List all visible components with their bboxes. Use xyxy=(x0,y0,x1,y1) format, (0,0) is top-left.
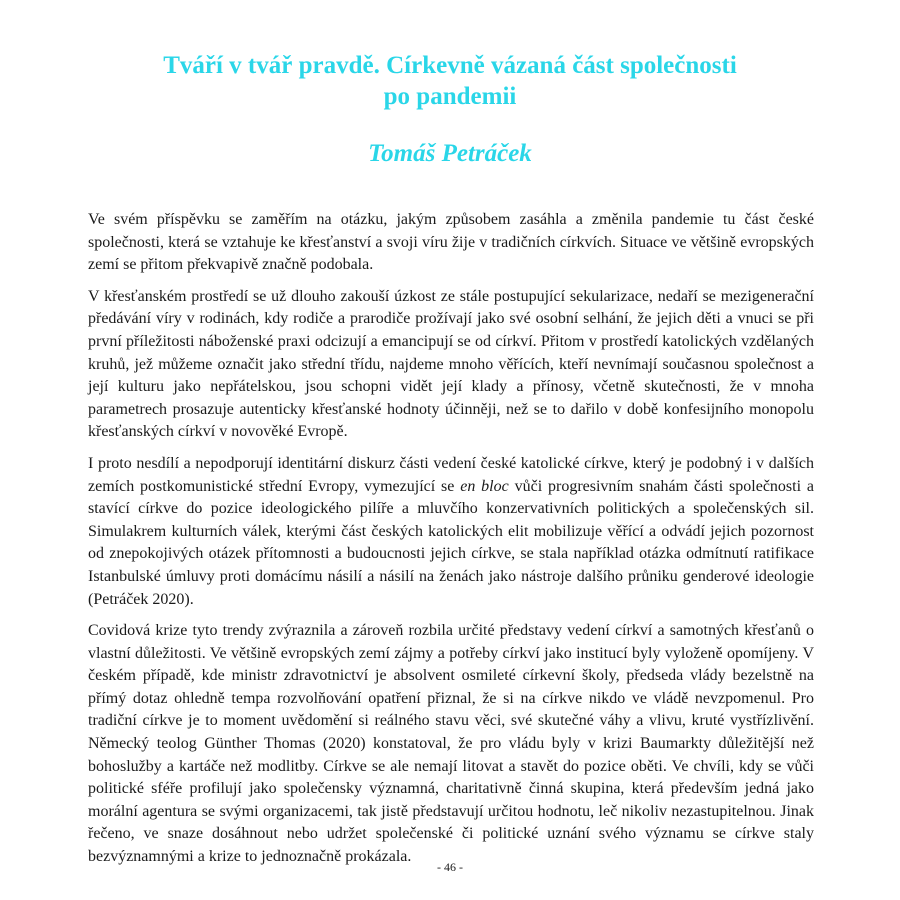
paragraph-1: Ve svém příspěvku se zaměřím na otázku, jakým způsobem zasáhla a změnila pandemie tu část české společnosti, která se vztahuje ke křesťanství a svoji víru žije v tradičních církvích. Situace ve většině evropských zemí se přitom překvapivě značně podobala. xyxy=(88,211,814,274)
paragraph-3-text-a: I proto nesdílí a nepodporují identitární diskurz části vedení české katolické církve, který je podobný i v dalších zemích postkomunistické střední Evropy, vymezující se xyxy=(88,454,814,495)
article-title xyxy=(100,50,800,112)
paragraph-2: V křesťanském prostředí se už dlouho zakouší úzkost ze stále postupující sekularizace, nedaří se mezigenerační předávání víry v rodinách, kdy rodiče a prarodiče prožívají jako své osobní selhání, že jejich děti a vnuci se při první příležitosti náboženské praxi odcizují a emancipují se od církví. Přitom v prostředí katolických vzdělaných kruhů, jež můžeme označit jako střední třídu, najdeme mnoho věřících, kteří nevnímají současnou společnost a její kulturu jako nepřátelskou, jsou schopni vidět její klady a přínosy, včetně skutečnosti, že v mnoha parametrech prosazuje autenticky křesťanské hodnoty účinněji, než se to dařilo v době konfesijního monopolu křesťanských církví v novověké Evropě. xyxy=(88,287,814,441)
paragraph-4: Covidová krize tyto trendy zvýraznila a zároveň rozbila určité představy vedení církví a samotných křesťanů o vlastní důležitosti. Ve většině evropských zemí zájmy a potřeby církví jako institucí byly vyloženě opomíjeny. V českém případě, kde ministr zdravotnictví je absolvent osmileté církevní školy, předseda vlády bezelstně na přímý dotaz ohledně tempa rozvolňování opatření přiznal, že si na církve nikdo ve vládě nevzpomenul. Pro tradiční církve je to moment uvědomění si reálného stavu věci, své skutečné váhy a vlivu, kruté vystřízlivění. Německý teolog Günther Thomas (2020) konstatoval, že pro vládu byly v krizi Baumarkty důležitější než bohoslužby a kartáče než modlitby. Církve se ale nemají litovat a stavět do pozice oběti. Ve chvíli, kdy se vůči politické sféře profilují jako společensky významná, charitativně činná skupina, která především jedná jako morální agentura se svými organizacemi, tak jistě představují určitou hodnotu, leč nikoliv nezastupitelnou. Jinak řečeno, ve snaze dosáhnout nebo udržet společenské či politické uznání svého významu se církve staly bezvýznamnými a krize to jednoznačně prokázala. xyxy=(88,622,814,866)
article-author: Tomáš Petráček xyxy=(368,140,532,167)
article-title-line-1: Tváří v tvář pravdě. Církevně vázaná část společnosti xyxy=(163,52,737,79)
article-body xyxy=(88,209,814,878)
paragraph-3-italic-phrase: en bloc xyxy=(460,477,509,495)
paragraph-3-text-b: vůči progresivním snahám části společnosti a stavící církve do pozice ideologického pilíře a mluvčího konzervativních politických a společenských sil. Simulakrem kulturních válek, kterými část českých katolických elit mobilizuje věřící a odvádí jejich pozornost od znepokojivých otázek přítomnosti a budoucnosti jejich církve, se stala například otázka odmítnutí ratifikace Istanbulské úmluvy proti domácímu násilí a násilí na ženách jako nástroje dalšího průniku genderové ideologie (Petráček 2020). xyxy=(88,477,815,608)
article-title-line-2: po pandemii xyxy=(383,83,517,110)
page-number: - 46 - xyxy=(437,860,463,874)
paragraph-3 xyxy=(88,453,814,611)
